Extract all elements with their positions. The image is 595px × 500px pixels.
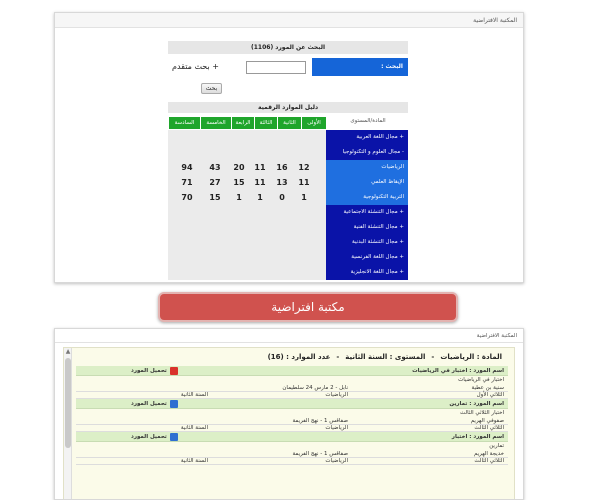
level-tab-2[interactable]: الثانية — [278, 117, 301, 129]
meta-row — [76, 392, 508, 399]
count-cell[interactable]: 11 — [298, 178, 310, 187]
search-input[interactable] — [246, 61, 306, 74]
pdf-icon[interactable] — [170, 367, 178, 375]
scroll-thumb[interactable] — [65, 358, 71, 448]
directory-row — [168, 250, 408, 265]
search-box — [168, 41, 408, 92]
results-header: المادة : الرياضيات-المستوى : السنة الثانية-عدد الموارد : (16) — [267, 353, 502, 361]
term: الثلاثي الثالث — [474, 425, 504, 431]
row-cells — [168, 145, 326, 160]
resource-description: تمارين — [489, 443, 504, 449]
author: سنية بن عطية — [471, 385, 504, 391]
meta-row — [76, 451, 508, 458]
category-item[interactable]: + مجال التنشئة الفنية — [326, 220, 408, 235]
directory-row — [168, 220, 408, 235]
year-level: السنة الثانية — [180, 425, 208, 431]
search-row — [168, 56, 408, 78]
row-cells — [168, 250, 326, 265]
download-button[interactable] — [131, 400, 178, 408]
meta-row — [76, 458, 508, 465]
count-cell[interactable]: 11 — [254, 178, 266, 187]
download-button[interactable] — [131, 367, 178, 375]
results-list — [76, 366, 508, 465]
count-cell[interactable]: 1 — [257, 193, 263, 202]
count-cell[interactable]: 16 — [276, 163, 288, 172]
year-level: السنة الثانية — [180, 392, 208, 398]
directory-row — [168, 145, 408, 160]
resource-item — [76, 432, 508, 465]
level-text: المستوى : السنة الثانية — [345, 353, 426, 361]
author: صفوفي الهريم — [470, 418, 504, 424]
count-cell[interactable]: 71 — [181, 178, 193, 187]
directory-row — [168, 205, 408, 220]
meta-row — [76, 385, 508, 392]
count-cell[interactable]: 94 — [181, 163, 193, 172]
resource-item — [76, 399, 508, 432]
resource-title-bar — [76, 366, 508, 376]
level-tab-1[interactable]: الأولى — [302, 117, 326, 129]
category-item[interactable]: + مجال اللغة الانجليزية — [326, 265, 408, 280]
row-cells — [168, 175, 326, 190]
level-tab-6[interactable]: السادسة — [169, 117, 200, 129]
count-cell[interactable]: 13 — [276, 178, 288, 187]
download-label[interactable]: تحميل المورد — [131, 368, 167, 374]
count-cell[interactable]: 1 — [236, 193, 242, 202]
resource-description: اختبار في الرياضيات — [458, 377, 504, 383]
term: الثلاثي الأول — [476, 392, 504, 398]
directory-row — [168, 235, 408, 250]
resource-name[interactable]: اسم المورد : تمارين — [449, 401, 504, 407]
directory-grid — [168, 130, 408, 280]
scroll-up-icon[interactable]: ▲ — [65, 348, 71, 355]
advanced-search-link[interactable]: + بحث متقدم — [172, 62, 219, 71]
year-level: السنة الثانية — [180, 458, 208, 464]
level-tab-4[interactable]: الرابعة — [232, 117, 254, 129]
category-item[interactable]: الإيقاظ العلمي — [326, 175, 408, 190]
term: الثلاثي الثالث — [474, 458, 504, 464]
count-cell[interactable]: 70 — [181, 193, 193, 202]
author: خديجة الهريم — [473, 451, 504, 457]
panel-title: المكتبة الافتراضية — [55, 329, 523, 343]
level-tab-5[interactable]: الخامسة — [201, 117, 231, 129]
panel-title: المكتبة الافتراضية — [55, 13, 523, 28]
resource-name[interactable]: اسم المورد : اختبار — [451, 434, 504, 440]
levels-row — [168, 115, 408, 130]
category-item[interactable]: + مجال اللغة الفرنسية — [326, 250, 408, 265]
doc-icon[interactable] — [170, 400, 178, 408]
search-header: البحث عن المورد (1106) — [168, 41, 408, 54]
resource-description: اختبار الثلاثي الثالث — [460, 410, 504, 416]
row-cells — [168, 130, 326, 145]
category-item[interactable]: الرياضيات — [326, 160, 408, 175]
category-item[interactable]: + مجال التنشئة البدنية — [326, 235, 408, 250]
category-item[interactable]: التربية التكنولوجية — [326, 190, 408, 205]
subject-label: المادة : الرياضيات — [440, 353, 502, 361]
count-cell[interactable]: 43 — [209, 163, 221, 172]
meta-row — [76, 425, 508, 432]
category-item[interactable]: - مجال العلوم و التكنولوجيا — [326, 145, 408, 160]
count-cell[interactable]: 27 — [209, 178, 221, 187]
virtual-library-banner[interactable]: مكتبة افتراضية — [158, 292, 458, 322]
resource-name[interactable]: اسم المورد : اختبار في الرياضيات — [412, 368, 504, 374]
resource-count: عدد الموارد : (16) — [267, 353, 331, 361]
category-item[interactable]: + مجال اللغة العربية — [326, 130, 408, 145]
school: نابل - 2 مارس 24 سلطيمان — [282, 385, 348, 391]
resource-directory — [168, 102, 408, 280]
search-label: البحث : — [312, 58, 408, 76]
level-label: المادة/المستوى — [350, 118, 386, 124]
directory-header: دليل الموارد الرقمية — [168, 102, 408, 113]
directory-row — [168, 265, 408, 280]
school: صفاقس 1 - نهج الفريمة — [292, 451, 348, 457]
directory-row — [168, 175, 408, 190]
subject: الرياضيات — [325, 458, 348, 464]
subject: الرياضيات — [325, 392, 348, 398]
count-cell[interactable]: 0 — [279, 193, 285, 202]
resource-title-bar — [76, 399, 508, 409]
level-tab-3[interactable]: الثالثة — [255, 117, 277, 129]
subject: الرياضيات — [325, 425, 348, 431]
count-cell[interactable]: 20 — [233, 163, 245, 172]
category-item[interactable]: + مجال التنشئة الاجتماعية — [326, 205, 408, 220]
row-cells — [168, 190, 326, 205]
count-cell[interactable]: 11 — [254, 163, 266, 172]
directory-row — [168, 190, 408, 205]
resource-title-bar — [76, 432, 508, 442]
count-cell[interactable]: 12 — [298, 163, 310, 172]
row-cells — [168, 160, 326, 175]
row-cells — [168, 205, 326, 220]
count-cell[interactable]: 1 — [301, 193, 307, 202]
download-button[interactable] — [131, 433, 178, 441]
school: صفاقس 1 - نهج الفريمة — [292, 418, 348, 424]
row-cells — [168, 220, 326, 235]
count-cell[interactable]: 15 — [209, 193, 221, 202]
directory-row — [168, 160, 408, 175]
scrollbar[interactable] — [64, 348, 72, 500]
results-container — [63, 347, 515, 500]
row-cells — [168, 235, 326, 250]
directory-row — [168, 130, 408, 145]
row-cells — [168, 265, 326, 280]
meta-row — [76, 418, 508, 425]
resource-list-panel — [54, 328, 524, 500]
doc-icon[interactable] — [170, 433, 178, 441]
count-cell[interactable]: 15 — [233, 178, 245, 187]
search-button[interactable]: بحث — [201, 83, 222, 94]
resource-item — [76, 366, 508, 399]
download-label[interactable]: تحميل المورد — [131, 434, 167, 440]
virtual-library-panel — [54, 12, 524, 283]
download-label[interactable]: تحميل المورد — [131, 401, 167, 407]
